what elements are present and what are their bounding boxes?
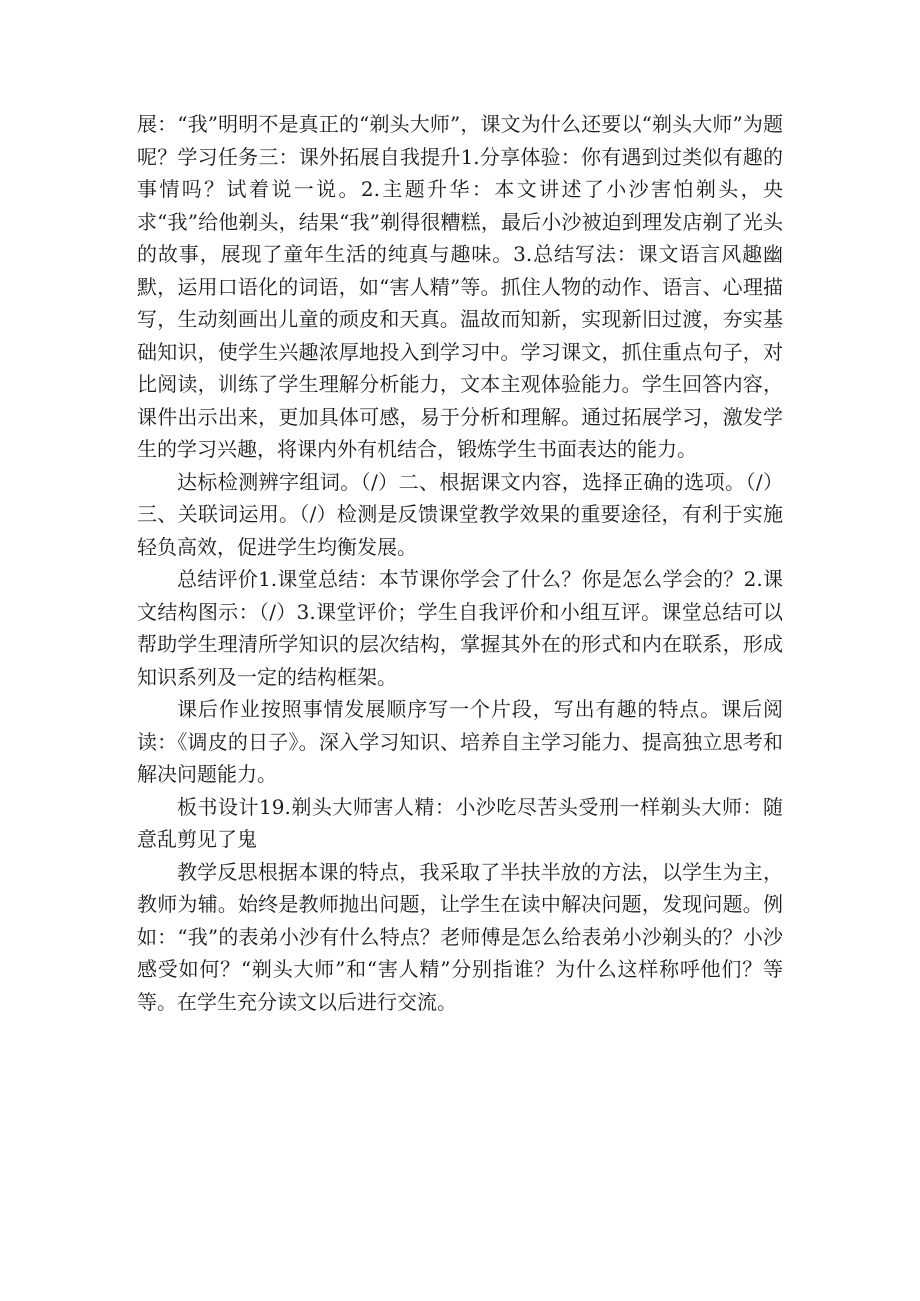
document-body (137, 108, 783, 1018)
paragraph-board-design: 板书设计19.剃头大师害人精：小沙吃尽苦头受刑一样剃头大师：随意乱剪见了鬼 (137, 794, 783, 851)
paragraph-continuation: 展：“我”明明不是真正的“剃头大师”，课文为什么还要以“剃头大师”为题呢？学习任务三：课外拓展自我提升1.分享体验：你有遇到过类似有趣的事情吗？试着说一说。2.主题升华：本文讲述了小沙害怕剃头，央求“我”给他剃头，结果“我”剃得很糟糕，最后小沙被迫到理发店剃了光头的故事，展现了童年生活的纯真与趣味。3.总结写法：课文语言风趣幽默，运用口语化的词语，如“害人精”等。抓住人物的动作、语言、心理描写，生动刻画出儿童的顽皮和天真。温故而知新，实现新旧过渡，夯实基础知识，使学生兴趣浓厚地投入到学习中。学习课文，抓住重点句子，对比阅读，训练了学生理解分析能力，文本主观体验能力。学生回答内容，课件出示出来，更加具体可感，易于分析和理解。通过拓展学习，激发学生的学习兴趣，将课内外有机结合，锻炼学生书面表达的能力。 (137, 112, 783, 461)
paragraph-assessment: 达标检测辨字组词。（/）二、根据课文内容，选择正确的选项。（/）三、关联词运用。（/）检测是反馈课堂教学效果的重要途径，有利于实施轻负高效，促进学生均衡发展。 (137, 469, 783, 559)
paragraph-teaching-reflection: 教学反思根据本课的特点，我采取了半扶半放的方法，以学生为主，教师为辅。始终是教师抛出问题，让学生在读中解决问题，发现问题。例如：“我”的表弟小沙有什么特点？老师傅是怎么给表弟小沙剃头的？小沙感受如何？“剃头大师”和“害人精”分别指谁？为什么这样称呼他们？等等。在学生充分读文以后进行交流。 (137, 859, 783, 1014)
paragraph-summary-evaluation: 总结评价1.课堂总结：本节课你学会了什么？你是怎么学会的？2.课文结构图示：（/）3.课堂评价；学生自我评价和小组互评。课堂总结可以帮助学生理清所学知识的层次结构，掌握其外在的形式和内在联系，形成知识系列及一定的结构框架。 (137, 567, 783, 689)
paragraph-homework: 课后作业按照事情发展顺序写一个片段，写出有趣的特点。课后阅读：《调皮的日子》。深入学习知识、培养自主学习能力、提高独立思考和解决问题能力。 (137, 697, 783, 786)
